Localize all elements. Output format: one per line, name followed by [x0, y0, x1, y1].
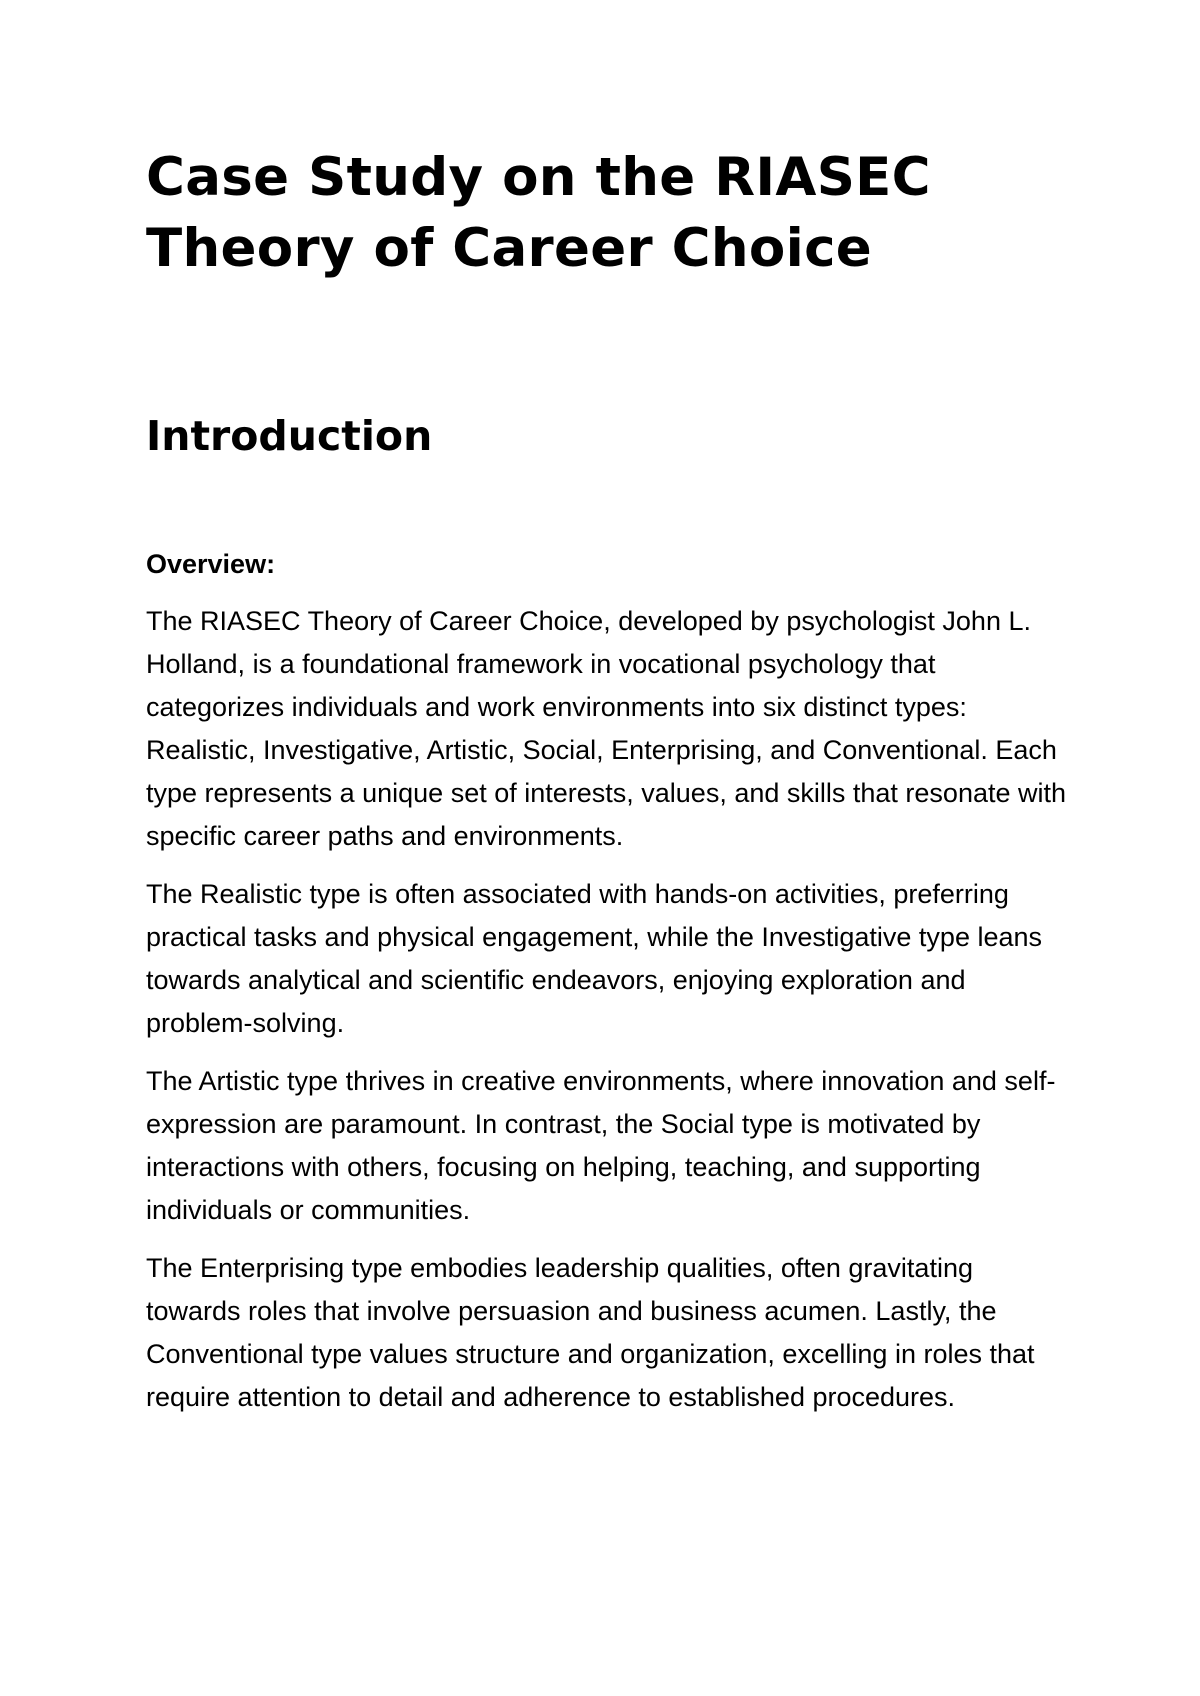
section-heading-introduction: Introduction — [146, 412, 433, 460]
paragraph-realistic-investigative: The Realistic type is often associated with hands-on activities, preferring practical tasks and physical engagement, while the Investigative type leans towards analytical and scientific endeavors, enjoying exploration and problem-solving. — [146, 879, 1043, 1038]
paragraph-artistic-social: The Artistic type thrives in creative environments, where innovation and self-expression are paramount. In contrast, the Social type is motivated by interactions with others, focusing on helping, teaching, and supporting individuals or communities. — [146, 1066, 1056, 1225]
document-title: Case Study on the RIASEC Theory of Career Choice — [146, 147, 931, 279]
sub-heading-overview: Overview: — [146, 549, 276, 579]
document-body — [146, 142, 1076, 1419]
paragraph-enterprising-conventional: The Enterprising type embodies leadership qualities, often gravitating towards roles that involve persuasion and business acumen. Lastly, the Conventional type values structure and organization, excelling in roles that require attention to detail and adherence to established procedures. — [146, 1253, 1035, 1412]
paragraph-riasec-overview: The RIASEC Theory of Career Choice, developed by psychologist John L. Holland, is a foundational framework in vocational psychology that categorizes individuals and work environments into six distinct types: Realistic, Investigative, Artistic, Social, Enterprising, and Conventional. Each type represents a unique set of interests, values, and skills that resonate with specific career paths and environments. — [146, 606, 1067, 851]
